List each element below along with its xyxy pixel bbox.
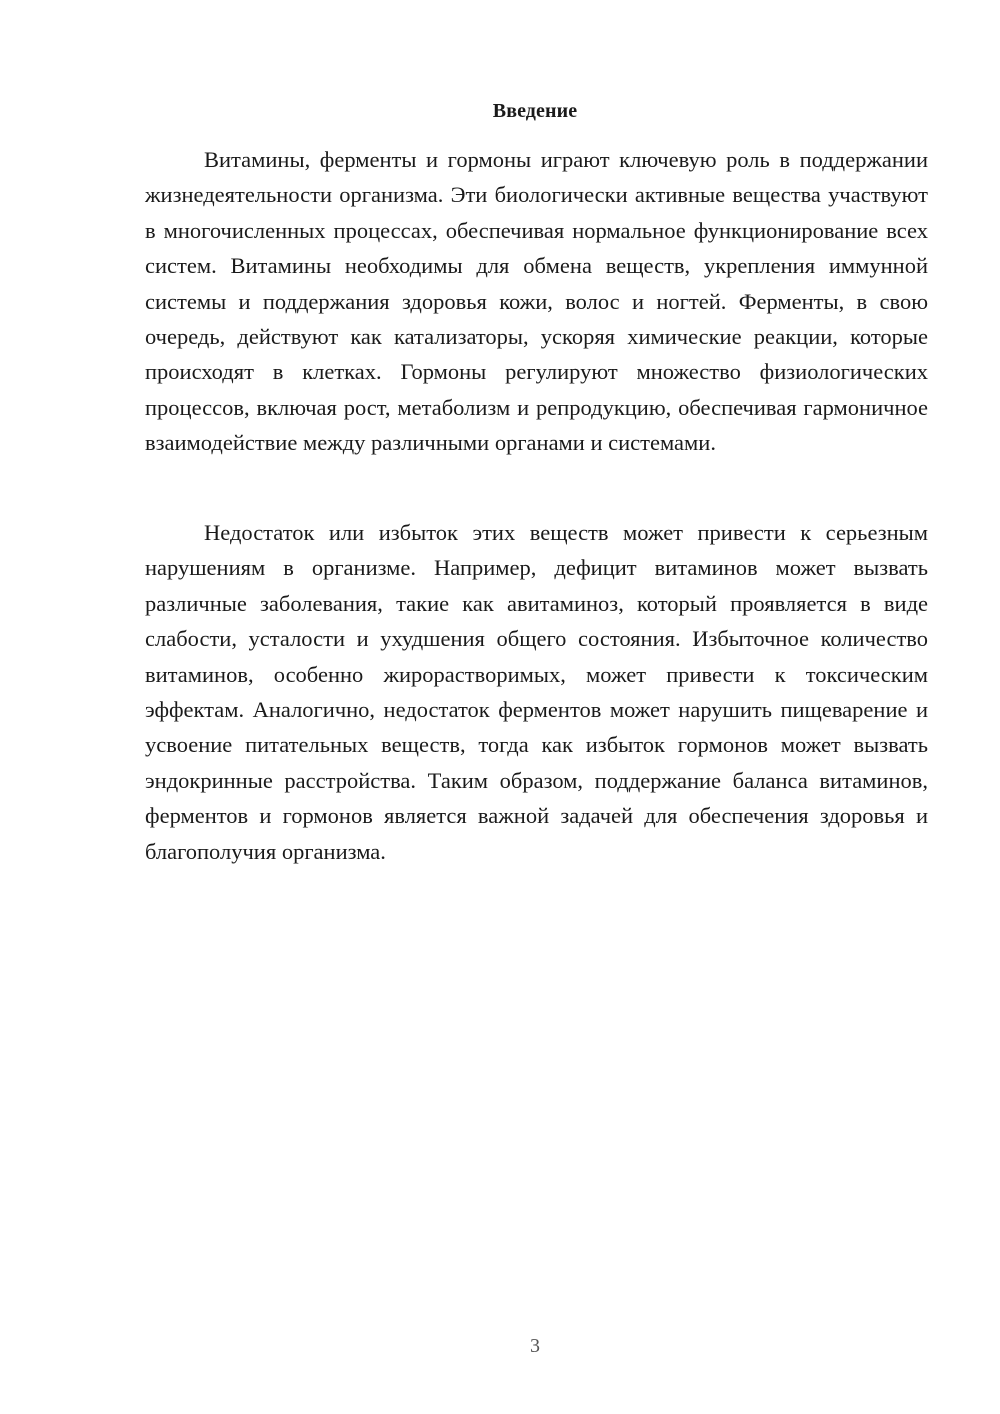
section-title: Введение — [492, 100, 578, 122]
paragraph-2: Недостаток или избыток этих веществ может привести к серьезным нарушениям в организме. Например, дефицит витаминов может вызвать различные заболевания, такие как авитаминоз, который проявляется в виде слабости, усталости и ухудшения общего состояния. Избыточное количество витаминов, особенно жирорастворимых, может привести к токсическим эффектам. Аналогично, недостаток ферментов может нарушить пищеварение и усвоение питательных веществ, тогда как избыток гормонов может вызвать эндокринные расстройства. Таким образом, поддержание баланса витаминов, ферментов и гормонов является важной задачей для обеспечения здоровья и благополучия организма. — [145, 520, 928, 864]
page-number: 3 — [530, 1335, 540, 1357]
paragraph-1: Витамины, ферменты и гормоны играют ключевую роль в поддержании жизнедеятельности организма. Эти биологически активные вещества участвуют в многочисленных процессах, обеспечивая нормальное функционирование всех систем. Витамины необходимы для обмена веществ, укрепления иммунной системы и поддержания здоровья кожи, волос и ногтей. Ферменты, в свою очередь, действуют как катализаторы, ускоряя химические реакции, которые происходят в клетках. Гормоны регулируют множество физиологических процессов, включая рост, метаболизм и репродукцию, обеспечивая гармоничное взаимодействие между различными органами и системами. — [145, 147, 928, 456]
